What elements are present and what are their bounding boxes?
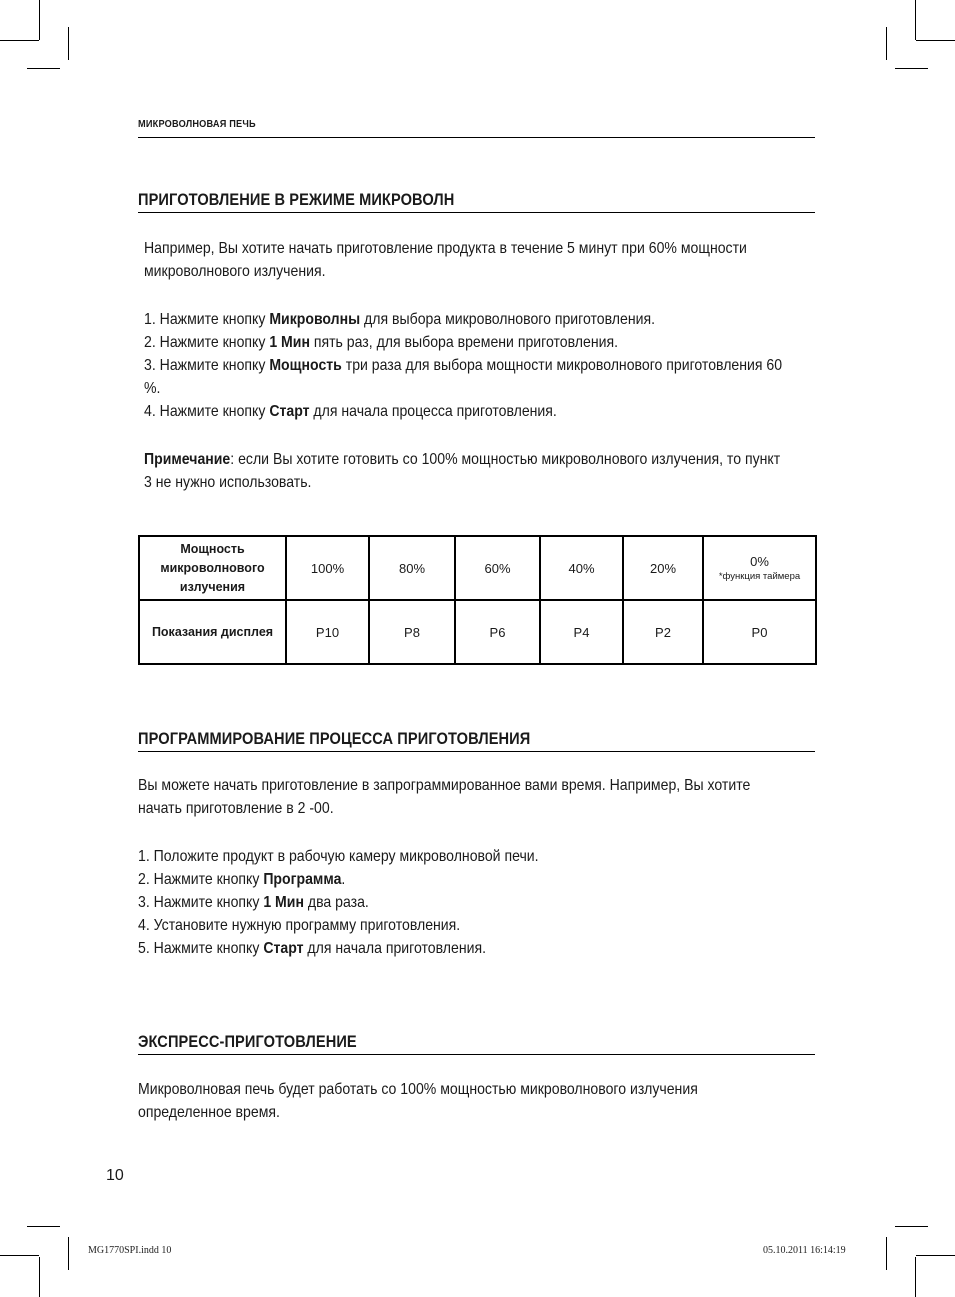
power-level-cell: 0% *функция таймера xyxy=(703,536,816,600)
display-header-cell: Показания дисплея xyxy=(139,600,286,664)
intro-line: Например, Вы хотите начать приготовление продукта в течение 5 минут при 60% мощности xyxy=(144,240,747,257)
crop-mark xyxy=(68,27,69,60)
display-code-cell: P6 xyxy=(455,600,540,664)
crop-mark xyxy=(895,68,928,69)
power-level-cell: 40% xyxy=(540,536,623,600)
intro-line: начать приготовление в 2 -00. xyxy=(138,800,334,817)
step-item: 5. Нажмите кнопку Старт для начала приготовления. xyxy=(138,940,486,957)
timer-note: *функция таймера xyxy=(718,571,801,582)
section-rule xyxy=(138,1054,815,1055)
display-row xyxy=(139,600,816,664)
power-level-cell: 80% xyxy=(369,536,455,600)
display-code-cell: P2 xyxy=(623,600,703,664)
step-item: 1. Положите продукт в рабочую камеру микроволновой печи. xyxy=(138,848,539,865)
power-row xyxy=(139,536,816,600)
body-line: определенное время. xyxy=(138,1104,280,1121)
step-item: 2. Нажмите кнопку Программа. xyxy=(138,871,346,888)
step-item: 1. Нажмите кнопку Микроволны для выбора микроволнового приготовления. xyxy=(144,311,656,328)
step-item: 2. Нажмите кнопку 1 Мин пять раз, для выбора времени приготовления. xyxy=(144,334,619,351)
page-number: 10 xyxy=(106,1167,124,1184)
crop-mark xyxy=(0,1255,39,1256)
power-table xyxy=(138,535,817,665)
crop-mark xyxy=(895,1226,928,1227)
intro-line: микроволнового излучения. xyxy=(144,263,326,280)
intro-line: Вы можете начать приготовление в запрограммированное вами время. Например, Вы хотите xyxy=(138,777,751,794)
step-item: %. xyxy=(144,380,161,397)
date-slug: 05.10.2011 16:14:19 xyxy=(763,1245,846,1256)
display-code-cell: P10 xyxy=(286,600,369,664)
crop-mark xyxy=(915,0,916,40)
step-item: 3. Нажмите кнопку 1 Мин два раза. xyxy=(138,894,369,911)
body-line: Микроволновая печь будет работать со 100% мощностью микроволнового излучения xyxy=(138,1081,698,1098)
section-title-express: ЭКСПРЕСС-ПРИГОТОВЛЕНИЕ xyxy=(138,1032,357,1051)
note-line: Примечание: если Вы хотите готовить со 100% мощностью микроволнового излучения, то пункт xyxy=(144,451,781,468)
step-item: 4. Установите нужную программу приготовления. xyxy=(138,917,461,934)
section-title-programming: ПРОГРАММИРОВАНИЕ ПРОЦЕССА ПРИГОТОВЛЕНИЯ xyxy=(138,729,531,748)
step-item: 4. Нажмите кнопку Старт для начала процесса приготовления. xyxy=(144,403,557,420)
crop-mark xyxy=(886,27,887,60)
crop-mark xyxy=(916,1255,955,1256)
power-header-cell: Мощность микроволнового излучения xyxy=(139,536,286,600)
display-code-cell: P0 xyxy=(703,600,816,664)
section-title-microwave: ПРИГОТОВЛЕНИЕ В РЕЖИМЕ МИКРОВОЛН xyxy=(138,190,455,209)
display-code-cell: P8 xyxy=(369,600,455,664)
display-code-cell: P4 xyxy=(540,600,623,664)
crop-mark xyxy=(915,1257,916,1297)
section1-intro xyxy=(144,237,747,283)
note-line: 3 не нужно использовать. xyxy=(144,474,312,491)
crop-mark xyxy=(68,1237,69,1270)
crop-mark xyxy=(916,40,955,41)
step-item: 3. Нажмите кнопку Мощность три раза для выбора мощности микроволнового приготовления 60 xyxy=(144,357,783,374)
power-level-cell: 20% xyxy=(623,536,703,600)
section3-body xyxy=(138,1078,698,1124)
crop-mark xyxy=(0,40,39,41)
crop-mark xyxy=(27,68,60,69)
crop-mark xyxy=(27,1226,60,1227)
crop-mark xyxy=(39,1257,40,1297)
section-rule xyxy=(138,751,815,752)
header-rule xyxy=(138,137,815,138)
crop-mark xyxy=(886,1237,887,1270)
power-level-cell: 100% xyxy=(286,536,369,600)
section1-steps xyxy=(144,308,782,423)
file-slug: MG1770SPI.indd 10 xyxy=(88,1245,172,1256)
section2-steps xyxy=(138,845,539,960)
section1-note xyxy=(144,448,780,494)
section2-intro xyxy=(138,774,750,820)
power-level-cell: 60% xyxy=(455,536,540,600)
section-rule xyxy=(138,212,815,213)
crop-mark xyxy=(39,0,40,40)
running-header: МИКРОВОЛНОВАЯ ПЕЧЬ xyxy=(138,119,256,130)
